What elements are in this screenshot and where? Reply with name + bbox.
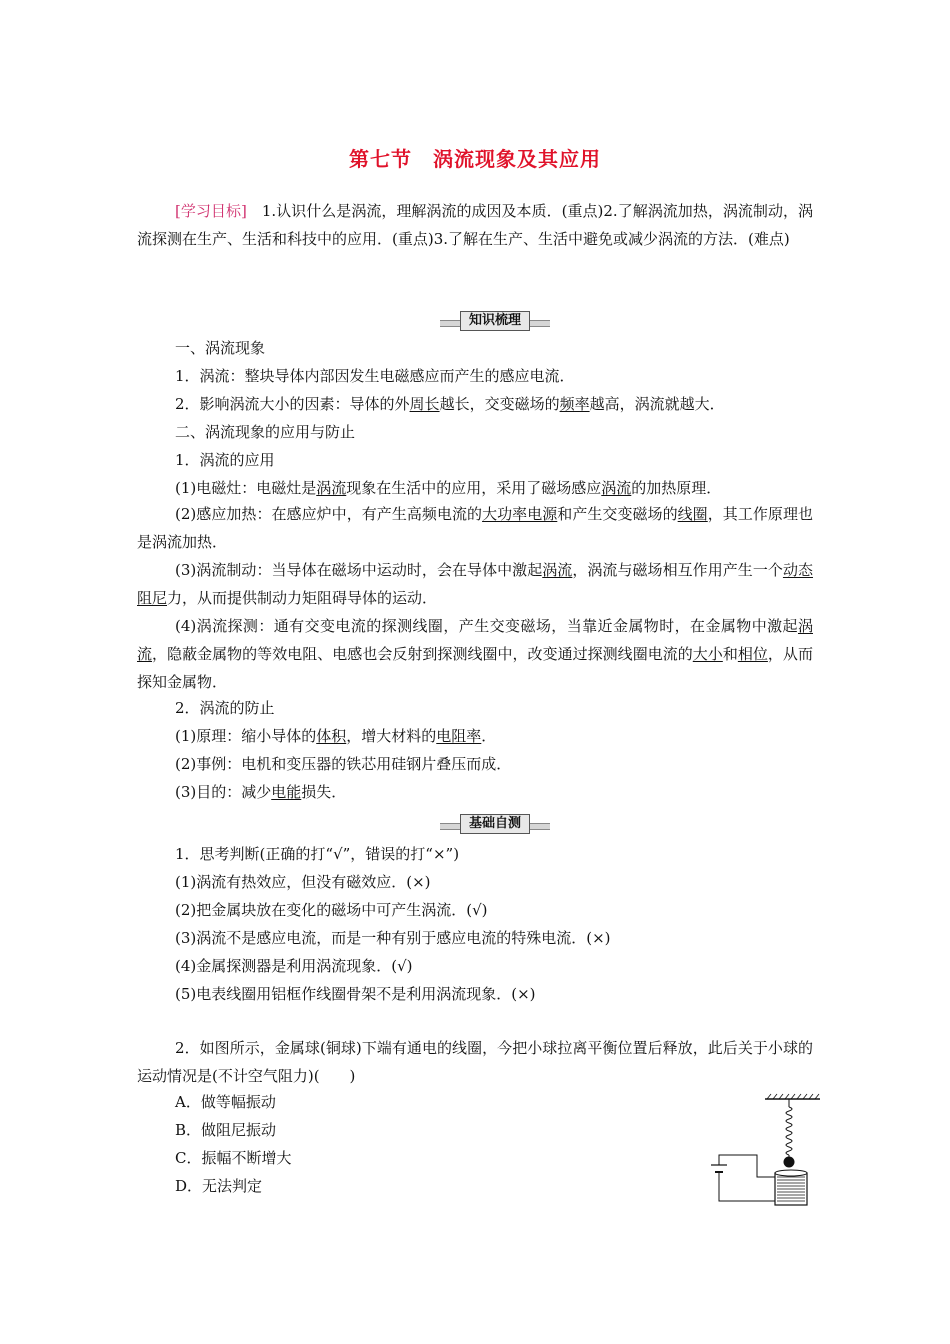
blank-answer: 电能 [271,783,302,801]
definition-line: 1．涡流：整块导体内部因发生电磁感应而产生的感应电流． [175,367,575,385]
blank-answer: 涡流 [542,561,573,579]
section-banner-label: 基础自测 [460,814,530,834]
spring-ball-coil-figure [705,1093,825,1213]
item-eddy-detection: (4)涡流探测：通有交变电流的探测线圈，产生交变磁场，当靠近金属物时，在金属物中激起涡流，隐蔽金属物的等效电阻、电感也会反射到探测线圈中，改变通过探测线圈电流的大小和相位，从而探知金属物． [137,617,813,691]
objectives-text: 1.认识什么是涡流，理解涡流的成因及本质．(重点)2.了解涡流加热，涡流制动，涡流探测在生产、生活和科技中的应用．(重点)3.了解在生产、生活中避免或减少涡流的方法．(难点) [137,202,813,248]
judgment-item: (1)涡流有热效应，但没有磁效应．(×) [175,873,431,891]
judgment-item: (5)电表线圈用铝框作线圈骨架不是利用涡流现象．(×) [175,985,536,1003]
option-b: B．做阻尼振动 [175,1121,277,1139]
option-a: A．做等幅振动 [175,1093,276,1111]
item-eddy-braking: (3)涡流制动：当导体在磁场中运动时，会在导体中激起涡流，涡流与磁场相互作用产生一个动态阻尼力，从而提供制动力矩阻碍导体的运动． [137,561,813,607]
section-banner-label: 知识梳理 [460,311,530,331]
item-principle: (1)原理：缩小导体的体积，增大材料的电阻率． [175,727,497,745]
judgment-item: (2)把金属块放在变化的磁场中可产生涡流．(√) [175,901,488,919]
blank-answer: 体积 [316,727,347,745]
blank-answer: 周长 [409,395,440,413]
option-d: D．无法判定 [175,1177,263,1195]
item-purpose: (3)目的：减少电能损失． [175,783,347,801]
blank-answer: 频率 [559,395,590,413]
learning-objectives [137,197,813,253]
heading-eddy-phenomenon: 一、涡流现象 [175,339,266,357]
judgment-item: (4)金属探测器是利用涡流现象．(√) [175,957,413,975]
item-induction-heating: (2)感应加热：在感应炉中，有产生高频电流的大功率电源和产生交变磁场的线圈，其工作原理也是涡流加热． [137,505,813,551]
factors-line: 2．影响涡流大小的因素：导体的外周长越长，交变磁场的频率越高，涡流就越大． [175,395,725,413]
page-title: 第七节 涡流现象及其应用 [349,147,601,171]
section-banner-selftest [440,814,550,834]
item-example: (2)事例：电机和变压器的铁芯用硅钢片叠压而成． [175,755,512,773]
blank-answer: 电阻率 [436,727,482,745]
blank-answer: 涡流 [316,479,347,497]
subheading-applications: 1．涡流的应用 [175,451,275,469]
question-1-stem: 1．思考判断(正确的打“√”，错误的打“×”) [175,845,460,863]
blank-answer: 大小 [692,645,723,663]
section-banner-knowledge [440,311,550,331]
subheading-prevention: 2．涡流的防止 [175,699,275,717]
blank-answer: 相位 [737,645,768,663]
objectives-label: [学习目标] [175,202,247,220]
judgment-item: (3)涡流不是感应电流，而是一种有别于感应电流的特殊电流．(×) [175,929,611,947]
blank-answer: 涡流 [137,617,813,663]
question-2-stem: 2．如图所示，金属球(铜球)下端有通电的线圈，今把小球拉离平衡位置后释放，此后关于小球的运动情况是(不计空气阻力)( ) [137,1039,813,1085]
blank-answer: 涡流 [601,479,632,497]
heading-applications: 二、涡流现象的应用与防止 [175,423,356,441]
blank-answer: 大功率电源 [482,505,558,523]
option-c: C．振幅不断增大 [175,1149,292,1167]
blank-answer: 动态阻尼 [137,561,813,607]
blank-answer: 线圈 [677,505,708,523]
item-induction-cooker: (1)电磁灶：电磁灶是涡流现象在生活中的应用，采用了磁场感应涡流的加热原理． [175,479,722,497]
